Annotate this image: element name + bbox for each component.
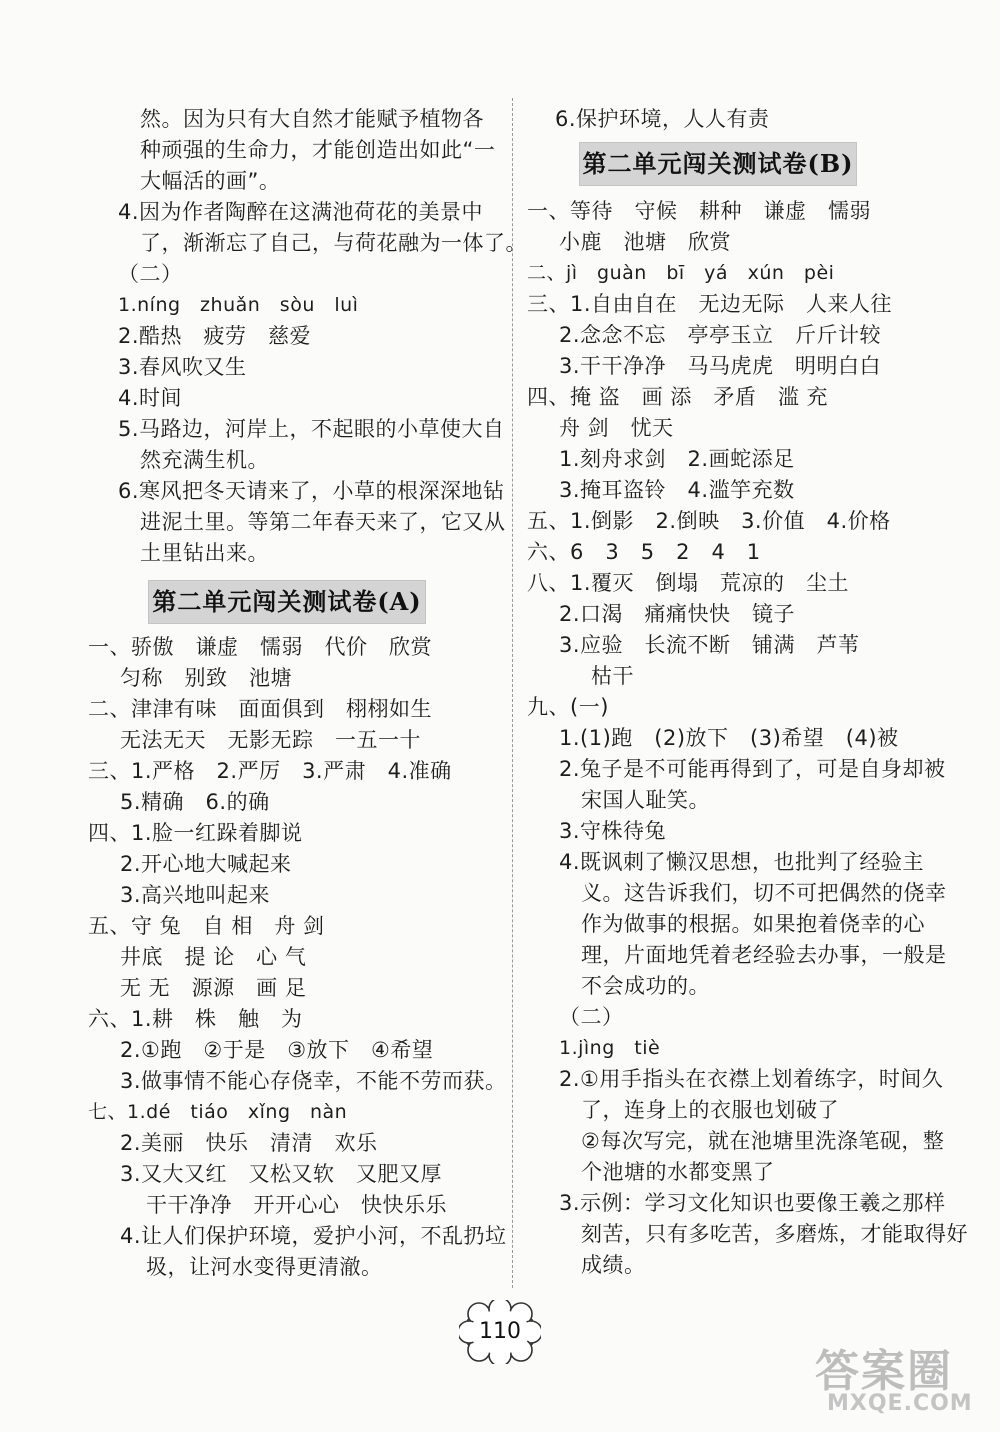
answer-line: 无法无天 无影无踪 一五一十	[120, 728, 421, 752]
answer-line: 枯干	[591, 664, 634, 688]
answer-line: 3.春风吹又生	[118, 355, 247, 379]
answer-line: 土里钻出来。	[140, 541, 269, 565]
answer-line: 八、1.覆灭 倒塌 荒凉的 尘土	[527, 571, 850, 595]
answer-line: 进泥土里。等第二年春天来了，它又从	[140, 510, 506, 534]
answer-line: 3.应验 长流不断 铺满 芦苇	[559, 633, 860, 657]
answer-line: 1.刻舟求剑 2.画蛇添足	[559, 447, 795, 471]
answer-line: ②每次写完，就在池塘里洗涤笔砚，整	[581, 1129, 945, 1153]
watermark-logo: 答案圈	[815, 1346, 953, 1397]
answer-line: 3.守株待兔	[559, 819, 667, 843]
answer-line: 种顽强的生命力，才能创造出如此“一	[140, 138, 496, 162]
page-number: 110	[479, 1319, 521, 1344]
answer-line: 6.寒风把冬天请来了，小草的根深深地钻	[118, 479, 505, 503]
answer-line: 3.干干净净 马马虎虎 明明白白	[559, 354, 882, 378]
answer-line: 然充满生机。	[140, 448, 269, 472]
answer-line: 2.兔子是不可能再得到了，可是自身却被	[559, 757, 946, 781]
section-heading-b: 第二单元闯关测试卷(B)	[579, 142, 857, 186]
answer-line: （二）	[559, 1005, 624, 1029]
answer-line: 五、守 兔 自 相 舟 剑	[88, 914, 325, 938]
answer-line: 六、1.耕 株 触 为	[88, 1007, 303, 1031]
answer-line: 了，连身上的衣服也划破了	[581, 1098, 839, 1122]
answer-line: 2.开心地大喊起来	[120, 852, 292, 876]
answer-line: 5.精确 6.的确	[120, 790, 270, 814]
answer-line: 九、(一)	[527, 695, 609, 719]
answer-line: 义。这告诉我们，切不可把偶然的侥幸	[581, 881, 947, 905]
answer-line: 三、1.严格 2.严厉 3.严肃 4.准确	[88, 759, 452, 783]
page-number-badge	[459, 1300, 541, 1364]
answer-line: 了，渐渐忘了自己，与荷花融为一体了。	[140, 231, 527, 255]
answer-line: 3.示例：学习文化知识也要像王羲之那样	[559, 1191, 946, 1215]
answer-line: 二、津津有味 面面俱到 栩栩如生	[88, 697, 432, 721]
answer-line: 圾，让河水变得更清澈。	[146, 1255, 383, 1279]
answer-line: 2.口渴 痛痛快快 镜子	[559, 602, 796, 626]
answer-line: 3.掩耳盗铃 4.滥竽充数	[559, 478, 795, 502]
answer-line: 小鹿 池塘 欣赏	[559, 230, 731, 254]
answer-line: 5.马路边，河岸上，不起眼的小草使大自	[118, 417, 505, 441]
answer-line: 匀称 别致 池塘	[120, 666, 292, 690]
answer-line: 4.时间	[118, 386, 183, 410]
answer-line: 1.níng zhuǎn sòu luì	[118, 294, 359, 316]
answer-line: 理，片面地凭着老经验去办事，一般是	[581, 943, 947, 967]
answer-line: 无 无 源源 画 足	[120, 976, 307, 1000]
answer-line: 干干净净 开开心心 快快乐乐	[146, 1193, 447, 1217]
answer-line: 3.高兴地叫起来	[120, 883, 271, 907]
answer-line: 3.又大又红 又松又软 又肥又厚	[120, 1162, 443, 1186]
section-heading-a: 第二单元闯关测试卷(A)	[148, 580, 426, 624]
answer-line: 4.因为作者陶醉在这满池荷花的美景中	[118, 200, 484, 224]
answer-line: 二、jì guàn bī yá xún pèi	[527, 262, 835, 284]
answer-line: 不会成功的。	[581, 974, 710, 998]
answer-line: 大幅活的画”。	[140, 169, 281, 193]
answer-line: （二）	[118, 262, 183, 286]
watermark-url: MXQE.COM	[827, 1391, 973, 1416]
answer-line: 四、掩 盗 画 添 矛盾 滥 充	[527, 385, 829, 409]
answer-line: 成绩。	[581, 1253, 646, 1277]
answer-line: 2.①跑 ②于是 ③放下 ④希望	[120, 1038, 434, 1062]
answer-line: 2.美丽 快乐 清清 欢乐	[120, 1131, 378, 1155]
answer-line: 六、6 3 5 2 4 1	[527, 540, 761, 564]
answer-line: 然。因为只有大自然才能赋予植物各	[140, 107, 484, 131]
answer-line: 个池塘的水都变黑了	[581, 1160, 775, 1184]
answer-line: 七、1.dé tiáo xǐng nàn	[88, 1101, 348, 1123]
answer-line: 4.让人们保护环境，爱护小河，不乱扔垃	[120, 1224, 507, 1248]
answer-line: 1.jìng tiè	[559, 1037, 661, 1059]
answer-line: 作为做事的根据。如果抱着侥幸的心	[581, 912, 925, 936]
site-watermark	[815, 1335, 995, 1427]
column-divider	[512, 98, 513, 1288]
answer-line: 2.酷热 疲劳 慈爱	[118, 324, 312, 348]
answer-line: 三、1.自由自在 无边无际 人来人往	[527, 292, 893, 316]
answer-line: 4.既讽刺了懒汉思想，也批判了经验主	[559, 850, 925, 874]
answer-line: 井底 提 论 心 气	[120, 945, 307, 969]
answer-line: 宋国人耻笑。	[581, 788, 710, 812]
answer-line: 一、骄傲 谦虚 懦弱 代价 欣赏	[88, 635, 432, 659]
answer-line: 一、等待 守候 耕种 谦虚 懦弱	[527, 199, 871, 223]
answer-line: 1.(1)跑 (2)放下 (3)希望 (4)被	[559, 726, 899, 750]
answer-line: 舟 剑 忧天	[559, 416, 674, 440]
answer-line: 6.保护环境，人人有责	[555, 107, 770, 131]
answer-line: 2.念念不忘 亭亭玉立 斤斤计较	[559, 323, 882, 347]
answer-line: 四、1.脸一红跺着脚说	[88, 821, 303, 845]
answer-line: 刻苦，只有多吃苦，多磨炼，才能取得好	[581, 1222, 968, 1246]
answer-line: 五、1.倒影 2.倒映 3.价值 4.价格	[527, 509, 891, 533]
answer-line: 3.做事情不能心存侥幸，不能不劳而获。	[120, 1069, 507, 1093]
answer-line: 2.①用手指头在衣襟上划着练字，时间久	[559, 1067, 944, 1091]
